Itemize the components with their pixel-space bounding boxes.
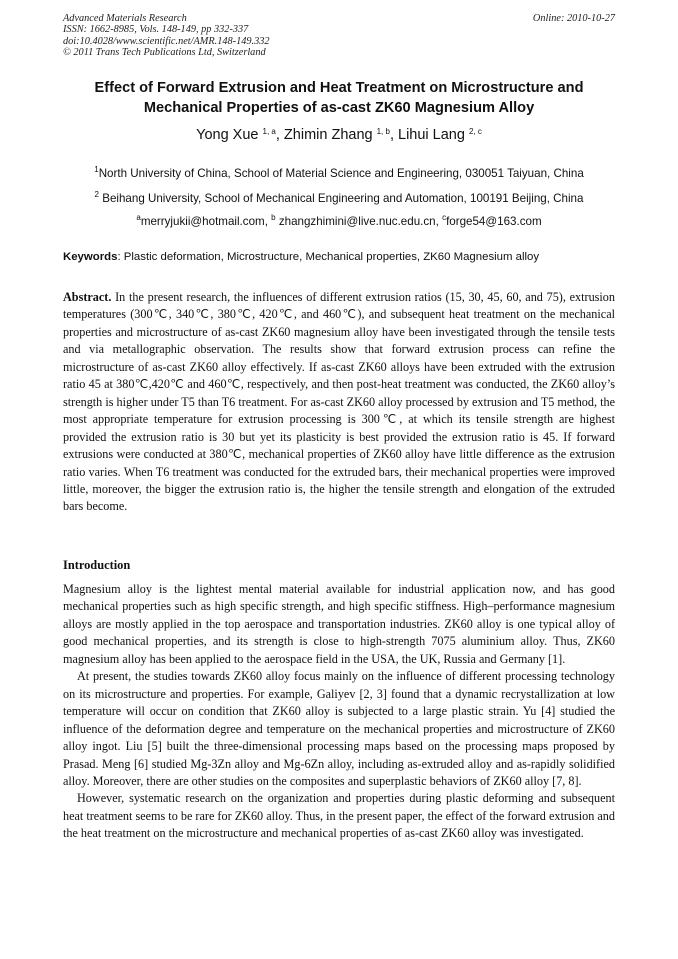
section-heading-introduction: Introduction [63,558,131,572]
email-mark: b [271,213,276,222]
author-name: Zhimin Zhang [283,127,373,143]
journal-header [63,13,615,58]
keywords-label: Keywords [63,251,118,263]
introduction-body [63,581,615,843]
author-name: Yong Xue [196,127,259,143]
copyright-line: © 2011 Trans Tech Publications Ltd, Switzerland [63,46,266,58]
issn-line: ISSN: 1662-8985, Vols. 148-149, pp 332-337 [63,24,249,36]
affiliation-2 [30,187,648,207]
journal-name: Advanced Materials Research [63,13,187,24]
paragraph: However, systematic research on the organization and properties during plastic deforming and subsequent heat treatment seems to be rare for ZK60 alloy. Thus, in the present paper, the effect of the forward extrusion and the heat treatment on the microstructure and mechanical properties of as-cast ZK60 alloy was investigated. [63,791,615,841]
affiliation-text: North University of China, School of Material Science and Engineering, 030051 Taiyuan, China [98,167,584,180]
abstract [63,289,615,516]
abstract-label: Abstract. [63,290,112,304]
email-link[interactable]: merryjukii@hotmail.com [140,215,265,228]
paragraph: Magnesium alloy is the lightest mental material available for industrial application now, and has good mechanical properties such as high specific strength, and high specific stiffness. High–performance magnesium alloys are mostly applied in the top aerospace and transportation industries. ZK60 alloy is one typical alloy of good mechanical properties, and its strength is close to high-strength 7075 aluminium alloy. Thus, ZK60 magnesium alloy has been applied to the aerospace field in the USA, the UK, Russia and Germany [1]. [63,582,615,666]
author-affiliation-mark: 1, a [262,127,276,136]
doi-line[interactable]: doi:10.4028/www.scientific.net/AMR.148-149.332 [63,35,270,47]
email-mark: a [136,213,141,222]
title-line-1: Effect of Forward Extrusion and Heat Treatment on Microstructure and [94,80,584,96]
author-list: Yong Xue $^{1, a}$, Zhimin Zhang $^{1, b}$, Lihui Lang $^{2, c}$ [196,127,482,143]
paper-title [40,78,638,118]
title-line-2: Mechanical Properties of as-cast ZK60 Magnesium Alloy [143,100,535,116]
affiliation-1 [30,162,648,182]
email-link[interactable]: zhangzhimini@live.nuc.edu.cn [278,215,436,228]
email-link[interactable]: forge54@163.com [446,215,542,228]
affiliation-mark: 2 [94,190,99,199]
affiliation-text: Beihang University, School of Mechanical Engineering and Automation, 100191 Beijing, China [102,192,584,205]
author-name: Lihui Lang [398,127,465,143]
author-emails: $^a$merryjukii@hotmail.com, $^b$ zhangzhimini@live.nuc.edu.cn, $^c$forge54@163.com [136,213,542,228]
keywords [63,249,623,265]
keywords-text: : Plastic deformation, Microstructure, Mechanical properties, ZK60 Magnesium alloy [117,251,540,263]
affiliation-mark: 1 [94,165,99,174]
author-affiliation-mark: 1, b [376,127,390,136]
online-date: Online: 2010-10-27 [532,13,615,24]
author-affiliation-mark: 2, c [468,127,482,136]
abstract-text: In the present research, the influences of different extrusion ratios (15, 30, 45, 60, and 75), extrusion temperatures (300℃, 340℃, 380℃, 420℃, and 460℃), and subsequent heat treatment on the mechanical properties and microstructure of as-cast ZK60 magnesium alloy have been investigated through the tensile tests and via metallographic observation. The results show that forward extrusion process can refine the microstructure of as-cast ZK60 alloy effectively. If as-cast ZK60 alloys have been extruded with the extrusion ratio 45 at 380℃,420℃ and 460℃, respectively, and then post-heat treatment was conducted, the ZK60 alloy’s strength is higher under T5 than T6 treatment. For as-cast ZK60 alloy processed by extrusion and T5 method, the most appropriate temperature for extrusion processing is 300℃, at which its tensile strength are highest provided the extrusion ratio is 30 but yet its plasticity is best provided the extrusion ratio is 45. If forward extrusions were conducted at 380℃, mechanical properties of ZK60 alloy have little difference as the extrusion ratio varies. When T6 treatment was conducted for the extruded bars, their mechanical properties were improved little, moreover, the bigger the extrusion ratio is, the higher the tensile strength and elongation of the extruded bars become. [63,290,615,514]
paragraph: At present, the studies towards ZK60 alloy focus mainly on the influence of different processing technology on its microstructure and properties. For example, Galiyev [2, 3] found that a dynamic recrystallization at low temperature will occur on condition that ZK60 alloy is subjected to a large plastic strain. Yu [4] studied the influence of the deformation degree and temperature on the mechanical properties and microstructure of ZK60 alloy ingot. Liu [5] built the three-dimensional processing maps based on the processing maps proposed by Prasad. Meng [6] studied Mg-3Zn alloy and Mg-6Zn alloy, including as-extruded alloy and as-rapidly solidified alloy. Moreover, there are other studies on the composites and superplastic behaviors of ZK60 alloy [7, 8]. [63,669,615,788]
email-mark: c [442,213,447,222]
